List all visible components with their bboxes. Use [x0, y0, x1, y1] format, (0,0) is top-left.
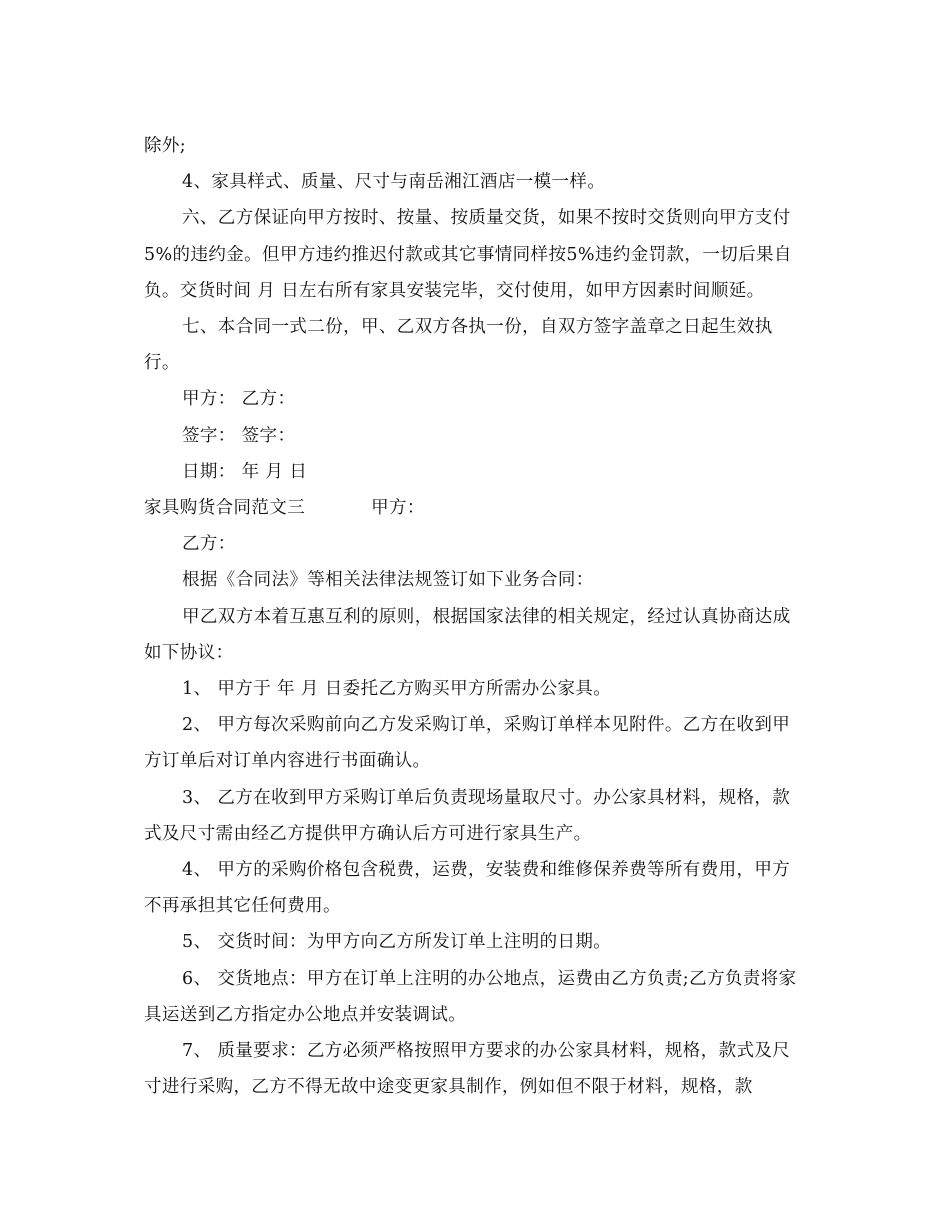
- clause-2: 2、 甲方每次采购前向乙方发采购订单，采购订单样本见附件。乙方在收到甲方订单后对订单内容进行书面确认。: [144, 715, 791, 772]
- paragraph-4: 七、本合同一式二份，甲、乙双方各执一份，自双方签字盖章之日起生效执行。: [144, 317, 773, 374]
- clause-3: 3、 乙方在收到甲方采购订单后负责现场量取尺寸。办公家具材料，规格，款式及尺寸需由经乙方提供甲方确认后方可进行家具生产。: [144, 787, 791, 844]
- section-title: 家具购货合同范文三: [144, 498, 306, 519]
- clause-4: 4、 甲方的采购价格包含税费，运费，安装费和维修保养费等所有费用，甲方不再承担其它任何费用。: [144, 860, 791, 917]
- section-heading-line: [144, 490, 806, 526]
- clause-7: 7、 质量要求：乙方必须严格按照甲方要求的办公家具材料，规格，款式及尺寸进行采购，乙方不得无故中途变更家具制作，例如但不限于材料，规格，款: [144, 1041, 791, 1098]
- date-line: 日期： 年 月 日: [182, 461, 308, 482]
- paragraph-1: 除外;: [144, 136, 187, 156]
- paragraph-agreement: 甲乙双方本着互惠互利的原则，根据国家法律的相关规定，经过认真协商达成如下协议：: [144, 606, 791, 663]
- clause-1: 1、 甲方于 年 月 日委托乙方购买甲方所需办公家具。: [182, 679, 612, 700]
- clause-5: 5、 交货时间：为甲方向乙方所发订单上注明的日期。: [182, 932, 612, 953]
- signature-line: 签字： 签字：: [182, 425, 296, 446]
- party-b-label: 乙方：: [182, 534, 236, 555]
- paragraph-2: 4、家具样式、质量、尺寸与南岳湘江酒店一模一样。: [182, 172, 606, 193]
- paragraph-3: 六、乙方保证向甲方按时、按量、按质量交货，如果不按时交货则向甲方支付5%的违约金。但甲方违约推迟付款或其它事情同样按5%违约金罚款，一切后果自负。交货时间 月 日左右所有家具安装完毕，交付使用，如甲方因素时间顺延。: [144, 208, 792, 301]
- clause-6: 6、 交货地点：甲方在订单上注明的办公地点，运费由乙方负责;乙方负责将家具运送到乙方指定办公地点并安装调试。: [144, 968, 797, 1025]
- paragraph-basis: 根据《合同法》等相关法律法规签订如下业务合同：: [182, 570, 594, 591]
- document-body: [144, 128, 806, 1105]
- party-line: 甲方： 乙方：: [182, 389, 296, 410]
- party-a-label: 甲方：: [371, 498, 425, 519]
